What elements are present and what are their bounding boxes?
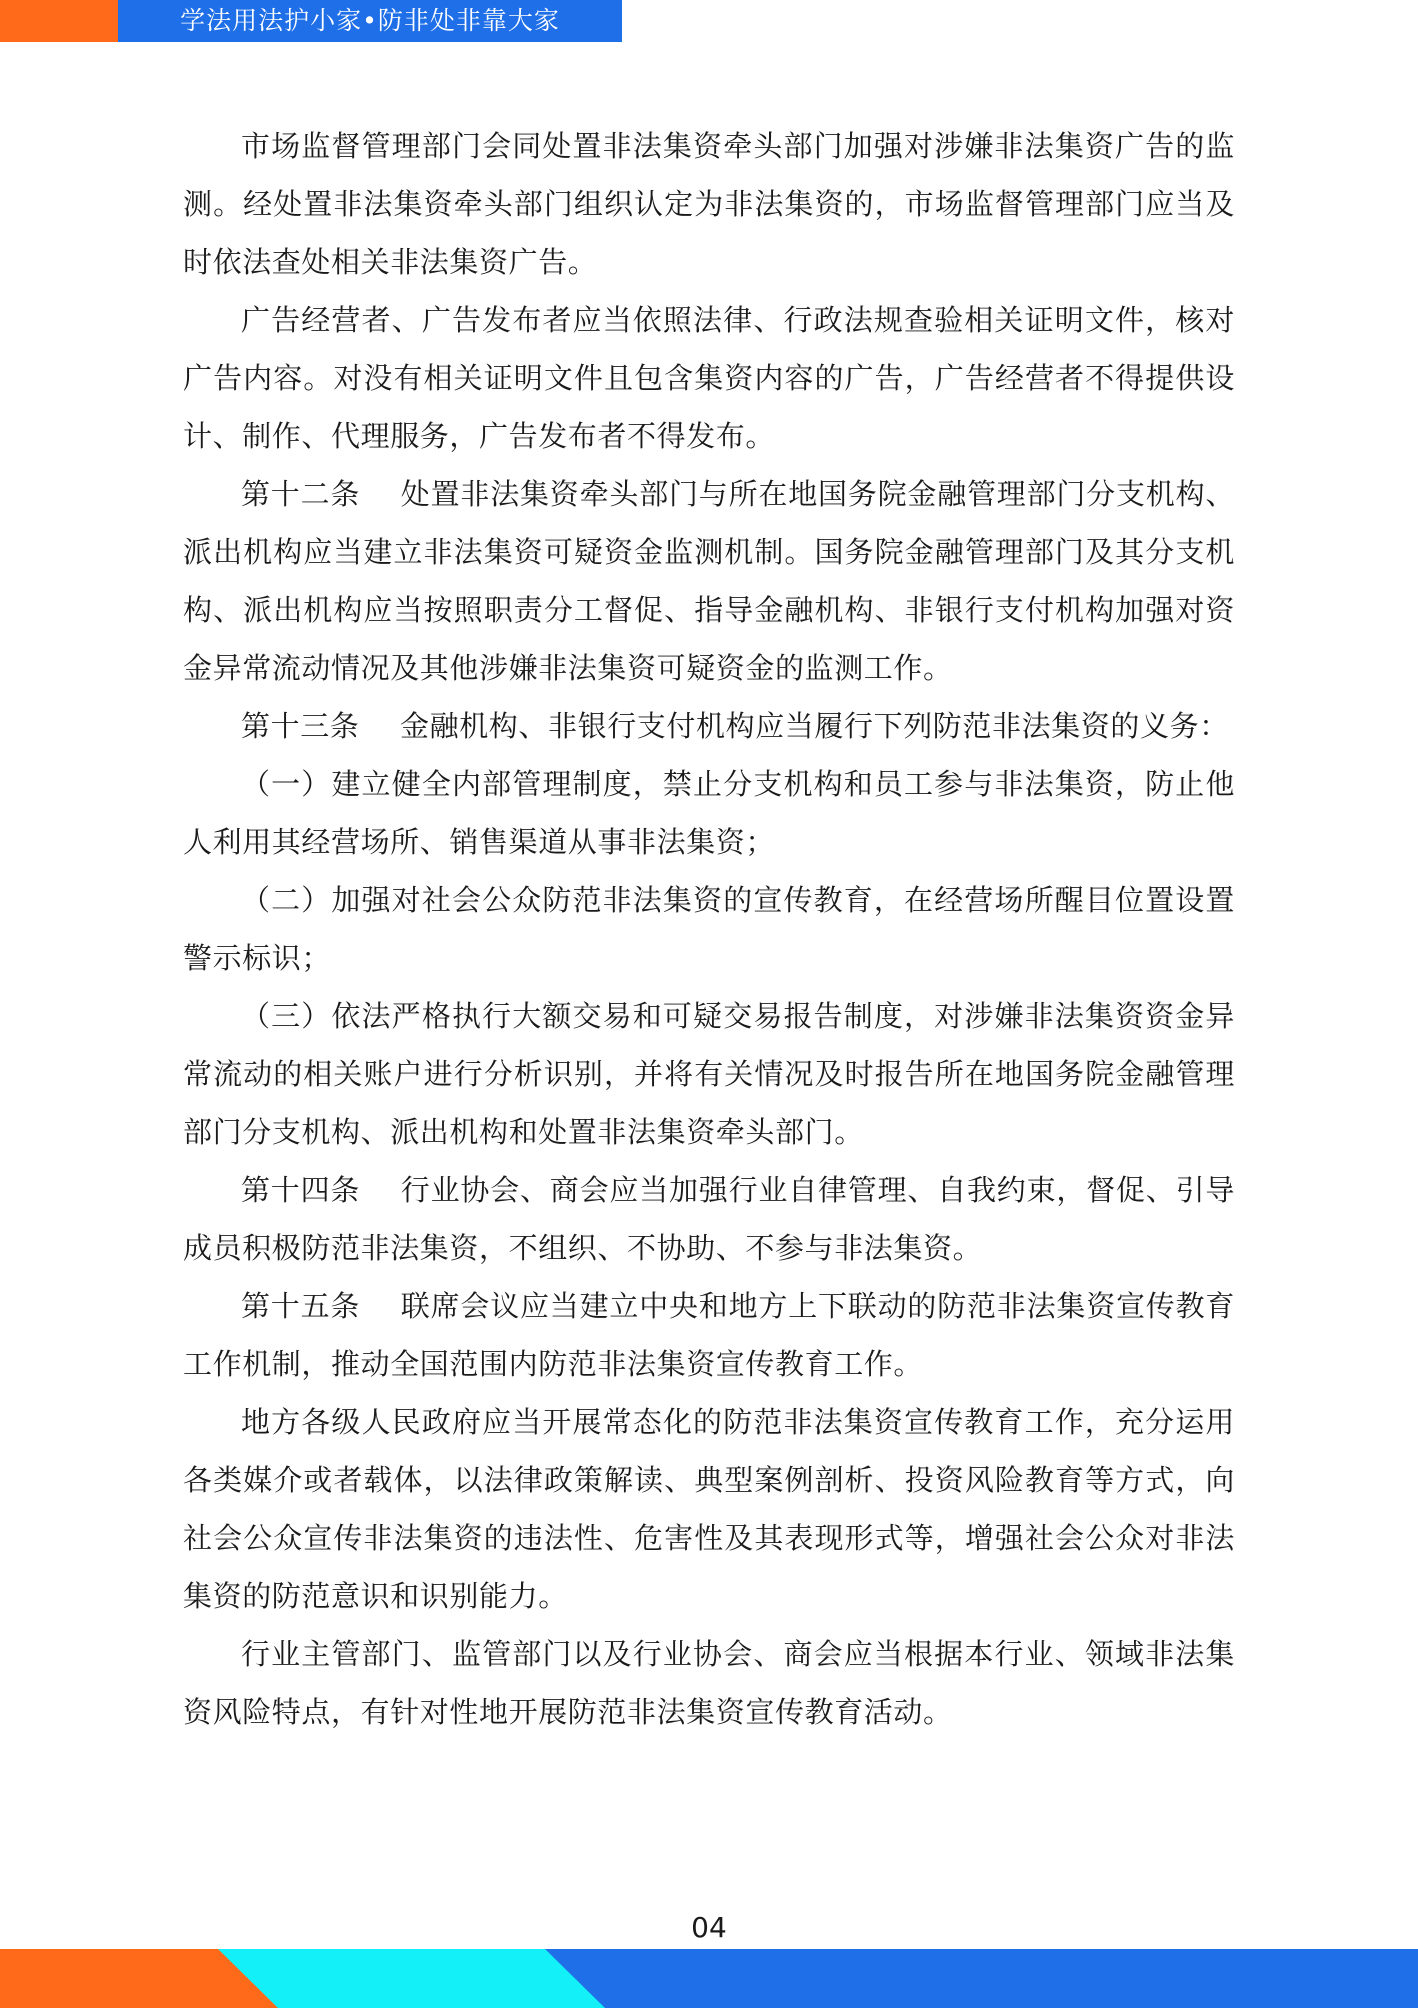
paragraph xyxy=(183,117,1235,291)
article-number: 第十二条 xyxy=(241,477,361,511)
paragraph xyxy=(183,1625,1235,1741)
paragraph-text: 地方各级人民政府应当开展常态化的防范非法集资宣传教育工作，充分运用各类媒介或者载体，以法律政策解读、典型案例剖析、投资风险教育等方式，向社会公众宣传非法集资的违法性、危害性及其表现形式等，增强社会公众对非法集资的防范意识和识别能力。 xyxy=(183,1405,1235,1613)
paragraph-text: （三）依法严格执行大额交易和可疑交易报告制度，对涉嫌非法集资资金异常流动的相关账户进行分析识别，并将有关情况及时报告所在地国务院金融管理部门分支机构、派出机构和处置非法集资牵头部门。 xyxy=(183,999,1235,1149)
article-number: 第十四条 xyxy=(241,1173,361,1207)
list-item xyxy=(183,871,1235,987)
article-12 xyxy=(183,465,1235,697)
header-orange-block xyxy=(0,0,118,42)
article-14 xyxy=(183,1161,1235,1277)
paragraph xyxy=(183,1393,1235,1625)
document-body xyxy=(183,117,1235,1741)
paragraph-text: （二）加强对社会公众防范非法集资的宣传教育，在经营场所醒目位置设置警示标识； xyxy=(183,883,1235,975)
article-number: 第十三条 xyxy=(241,709,360,743)
paragraph-text: 行业协会、商会应当加强行业自律管理、自我约束，督促、引导成员积极防范非法集资，不组织、不协助、不参与非法集资。 xyxy=(183,1173,1235,1265)
article-number: 第十五条 xyxy=(241,1289,361,1323)
header-banner: 学法用法护小家•防非处非靠大家 xyxy=(118,0,622,42)
paragraph-text: 联席会议应当建立中央和地方上下联动的防范非法集资宣传教育工作机制，推动全国范围内防范非法集资宣传教育工作。 xyxy=(183,1289,1235,1381)
article-15 xyxy=(183,1277,1235,1393)
paragraph-text: 处置非法集资牵头部门与所在地国务院金融管理部门分支机构、派出机构应当建立非法集资可疑资金监测机制。国务院金融管理部门及其分支机构、派出机构应当按照职责分工督促、指导金融机构、非银行支付机构加强对资金异常流动情况及其他涉嫌非法集资可疑资金的监测工作。 xyxy=(183,477,1235,685)
paragraph-text: 市场监督管理部门会同处置非法集资牵头部门加强对涉嫌非法集资广告的监测。经处置非法集资牵头部门组织认定为非法集资的，市场监督管理部门应当及时依法查处相关非法集资广告。 xyxy=(183,129,1235,279)
article-13 xyxy=(183,697,1235,755)
paragraph xyxy=(183,291,1235,465)
list-item xyxy=(183,987,1235,1161)
footer-color-band xyxy=(0,1949,1418,2008)
paragraph-text: 广告经营者、广告发布者应当依照法律、行政法规查验相关证明文件，核对广告内容。对没有相关证明文件且包含集资内容的广告，广告经营者不得提供设计、制作、代理服务，广告发布者不得发布。 xyxy=(183,303,1235,453)
list-item xyxy=(183,755,1235,871)
page-number: 04 xyxy=(691,1911,727,1944)
paragraph-text: （一）建立健全内部管理制度，禁止分支机构和员工参与非法集资，防止他人利用其经营场所、销售渠道从事非法集资； xyxy=(183,767,1235,859)
paragraph-text: 行业主管部门、监管部门以及行业协会、商会应当根据本行业、领域非法集资风险特点，有针对性地开展防范非法集资宣传教育活动。 xyxy=(183,1637,1235,1729)
paragraph-text: 金融机构、非银行支付机构应当履行下列防范非法集资的义务： xyxy=(400,709,1229,743)
